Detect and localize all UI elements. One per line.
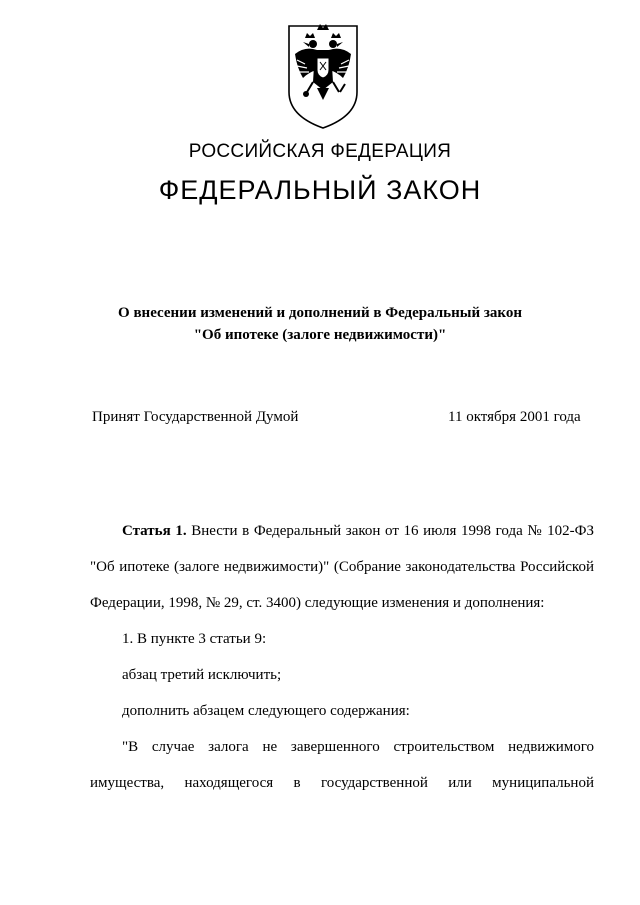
law-title-line-1: О внесении изменений и дополнений в Федеральный закон (118, 305, 522, 321)
article-line-b: дополнить абзацем следующего содержания: (122, 703, 410, 719)
article-intro-text: Внести в Федеральный закон от 16 июля 1998 года № 102-ФЗ "Об ипотеке (залоге недвижимости)" (Собрание законодательства Российской Федерации, 1998, № 29, ст. 3400) следующие изменения и дополнения: (90, 523, 595, 611)
article-body (90, 513, 594, 801)
law-title-line-2: "Об ипотеке (залоге недвижимости)" (193, 327, 447, 343)
article-item-1: 1. В пункте 3 статьи 9: (122, 631, 267, 647)
coat-of-arms-icon (283, 20, 363, 132)
article-intro-paragraph (90, 513, 594, 621)
article-line-a: абзац третий исключить; (122, 667, 282, 683)
article-quote: "В случае залога не завершенного строительством недвижимого имущества, находящегося в государственной или муниципальной (90, 739, 594, 791)
country-heading: РОССИЙСКАЯ ФЕДЕРАЦИЯ (188, 141, 452, 162)
law-type-heading: ФЕДЕРАЛЬНЫЙ ЗАКОН (158, 175, 482, 205)
adoption-date: 11 октября 2001 года (448, 409, 581, 425)
article-heading: Статья 1. (122, 523, 187, 539)
adoption-label: Принят Государственной Думой (92, 409, 299, 425)
law-title (100, 302, 540, 346)
